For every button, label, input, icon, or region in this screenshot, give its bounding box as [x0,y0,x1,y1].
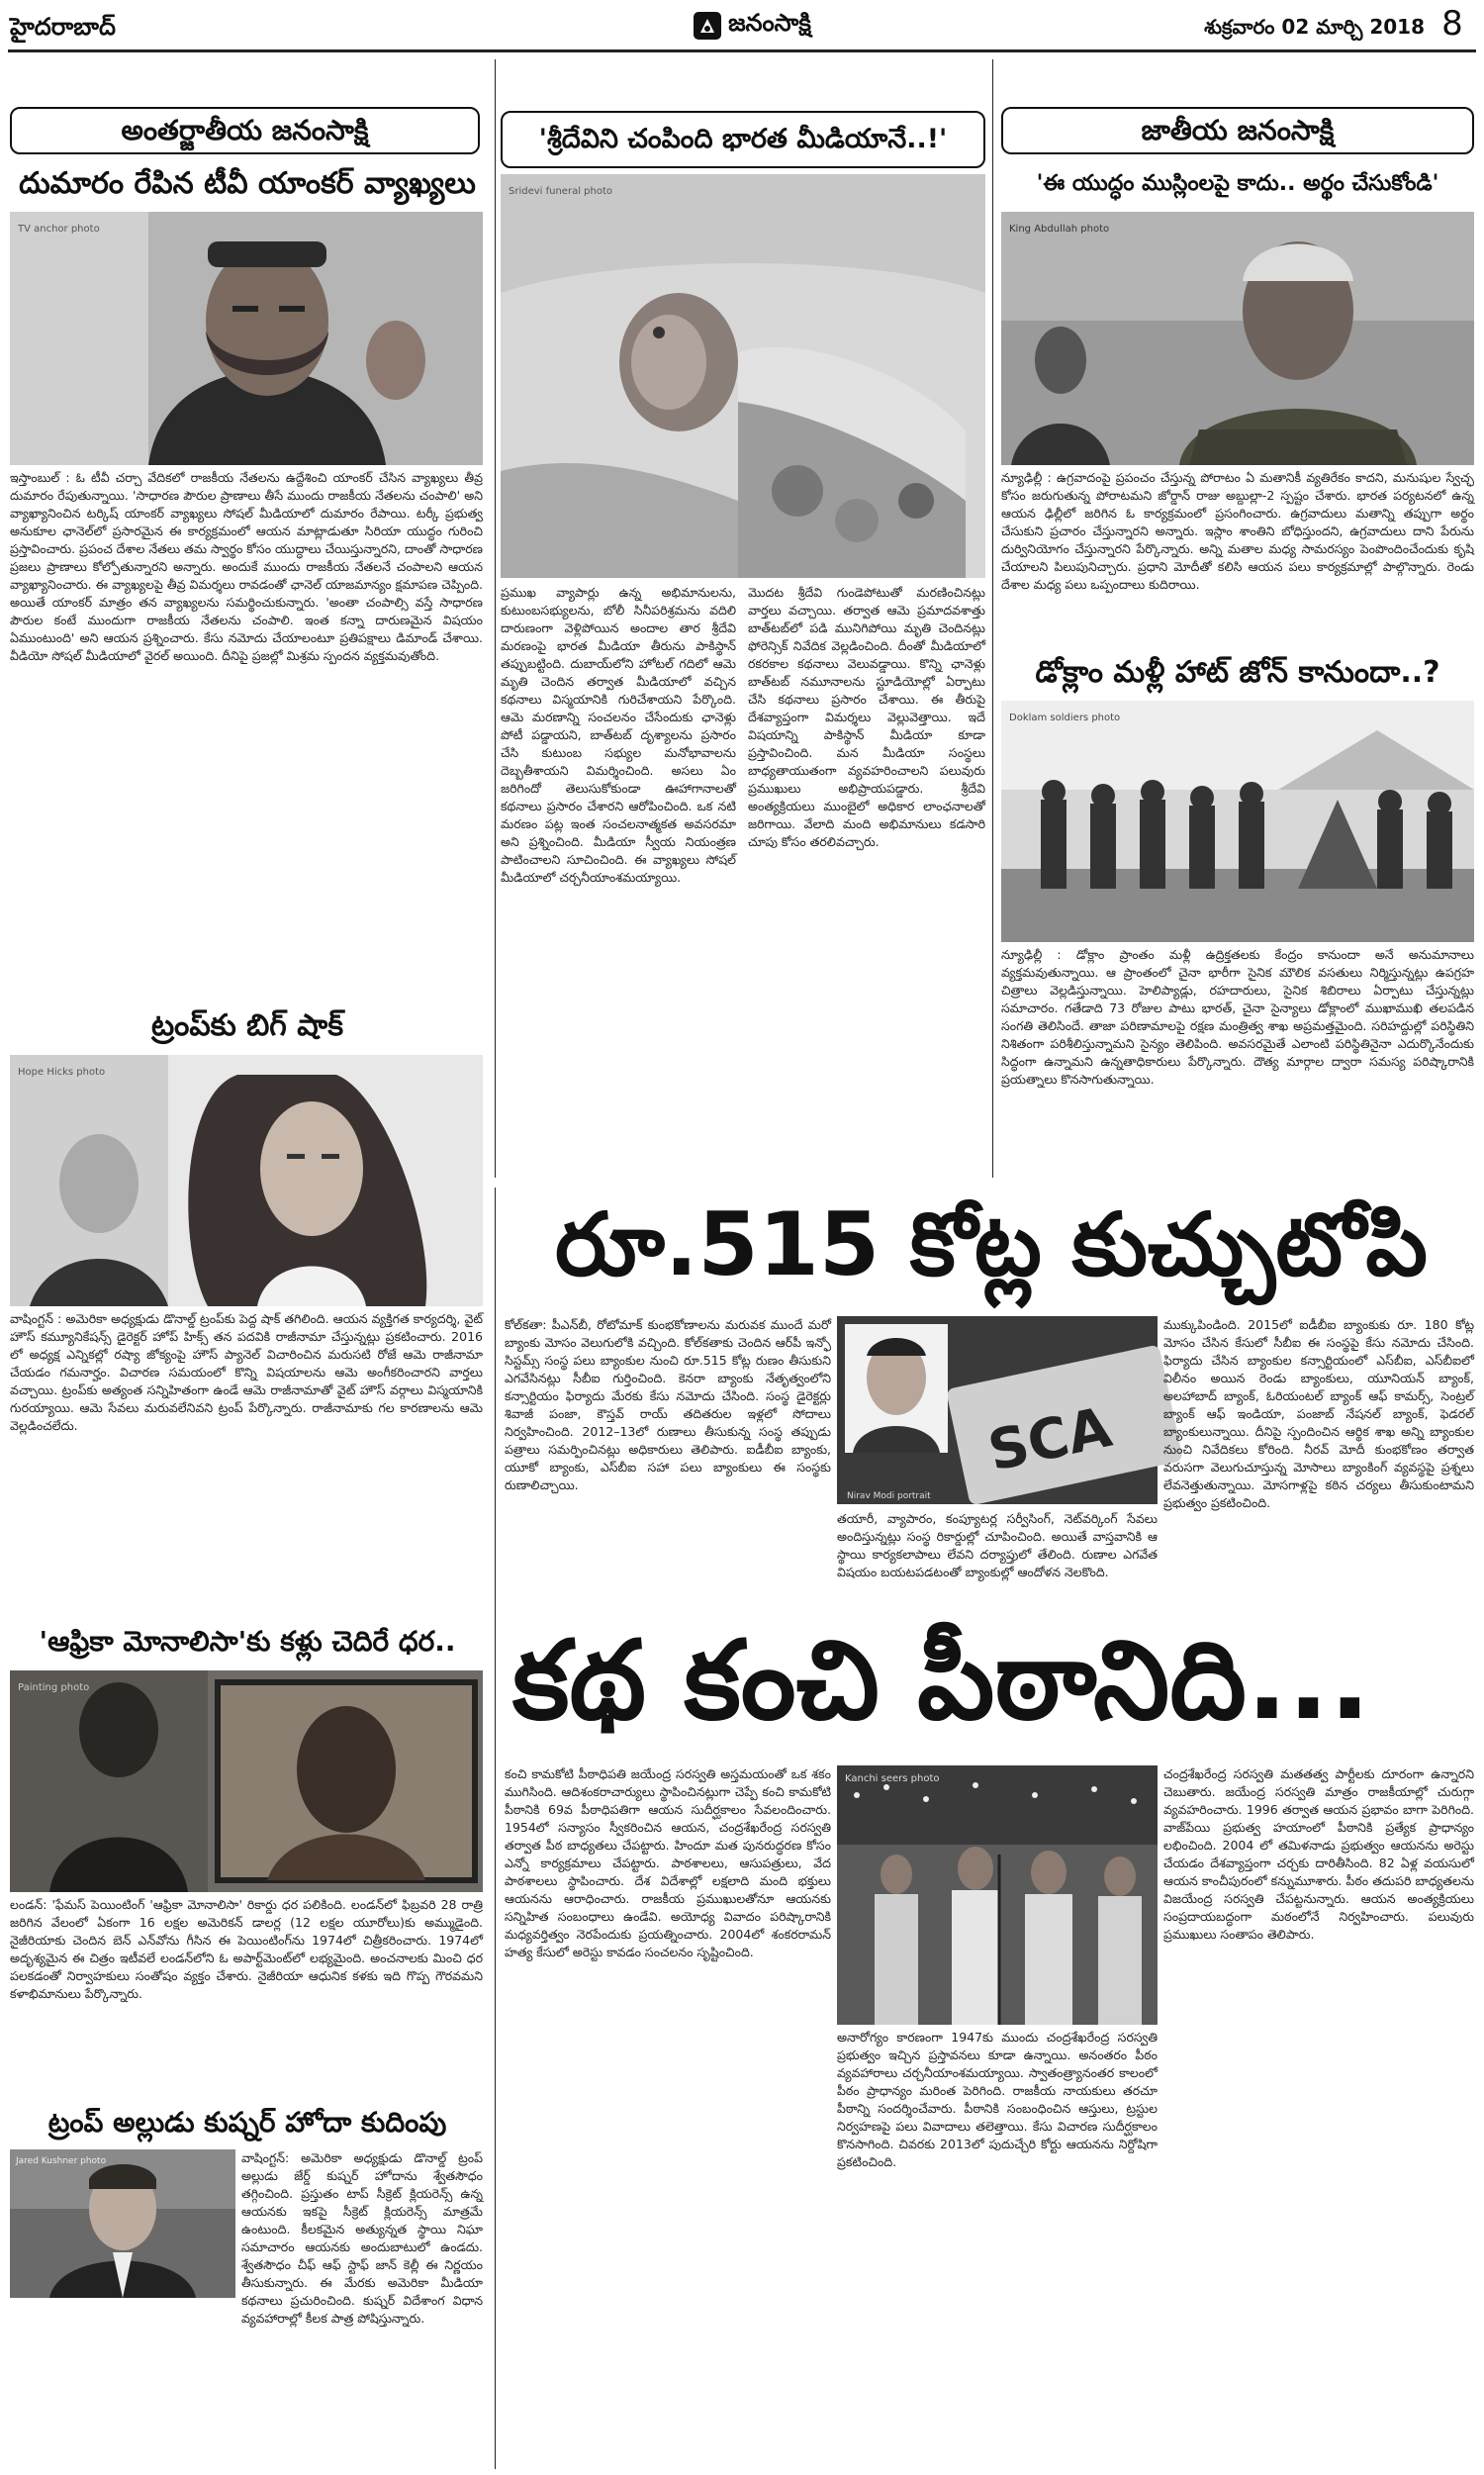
headline-doklam: డోక్లాం మళ్లీ హాట్ జోన్ కానుందా..? [1035,655,1440,690]
column-divider [495,59,496,1178]
svg-text:Sridevi funeral photo: Sridevi funeral photo [509,186,612,197]
king-abdullah-photo [1001,212,1474,465]
article-sridevi-col2: మొదట శ్రీదేవి గుండెపోటుతో మరణించినట్లు వార్తలు వచ్చాయి. తర్వాత ఆమె ప్రమాదవశాత్తు బాత్‌టబ్‌లో పడి మునిగిపోయి మృతి చెందినట్లు ఫోరెన్సిక్ నివేదిక వెల్లడించింది. దీంతో మీడియాలో రకరకాల కథనాలు వెలువడ్డాయి. కొన్ని ఛానెళ్లు బాత్‌టబ్ నమూనాలను స్టూడియోల్లో ఏర్పాటు చేసి కథనాలు ప్రసారం చేశాయి. ఈ తీరుపై దేశవ్యాప్తంగా విమర్శలు వెల్లువెత్తాయి. ఇదే విషయాన్ని పాకిస్థాన్ మీడియా కూడా ప్రస్తావించింది. మన మీడియా సంస్థలు బాధ్యతాయుతంగా వ్యవహరించాలని పలువురు ప్రముఖులు అభిప్రాయపడ్డారు. శ్రీదేవి అంత్యక్రియలు ముంబైలో అధికార లాంఛనాలతో జరిగాయి. వేలాది మంది అభిమానులు కడసారి చూపు కోసం తరలివచ్చారు. [748,585,985,849]
article-africa-monalisa: లండన్: 'ఫేమస్ పెయింటింగ్ 'ఆఫ్రికా మోనాలిసా' రికార్డు ధర పలికింది. లండన్‌లో ఫిబ్రవరి 28 రాత్రి జరిగిన వేలంలో ఏకంగా 16 లక్షల అమెరికన్ డాలర్ల (12 లక్షల యూరోలు)కు అమ్ముడైంది. నైజీరియాకు చెందిన బెన్ ఎన్‌వోను గీసిన ఈ పెయింటింగ్‌ను 1974లో చిత్రీకరించారు. 1974లో అదృశ్యమైన ఈ చిత్రం ఇటీవలే లండన్‌లోని ఓ అపార్ట్‌మెంట్‌లో లభ్యమైంది. అంచనాలకు మించి ధర పలకడంతో నిర్వాహకులు సంతోషం వ్యక్తం చేశారు. నైజీరియా ఆధునిక కళకు ఇది గొప్ప గౌరవమని కళాభిమానులు పేర్కొన్నారు. [10,1897,483,2001]
masthead-city: హైదరాబాద్ [10,13,116,41]
svg-text:Painting photo: Painting photo [18,1682,90,1693]
article-trump-shock: వాషింగ్టన్ : అమెరికా అధ్యక్షుడు డొనాల్డ్ ట్రంప్‌కు పెద్ద షాక్ తగిలింది. ఆయన వ్యక్తిగత కార్యదర్శి, వైట్ హౌస్ కమ్యూనికేషన్స్ డైరెక్టర్ హోప్ హిక్స్ తన పదవికి రాజీనామా చేస్తున్నట్లు ప్రకటించారు. 2016 లో అధ్యక్ష ఎన్నికల్లో రష్యా జోక్యంపై హౌస్ ప్యానెల్ విచారించిన మరుసటి రోజే ఆమె రాజీనామా చేయడం గమనార్హం. విచారణ సమయంలో కొన్ని విషయాలను ఆమె అంగీకరించారని వార్తలు వచ్చాయి. ట్రంప్‌కు అత్యంత సన్నిహితంగా ఉండే ఆమె రాజీనామాతో వైట్ హౌస్ వర్గాలు విస్మయానికి గురయ్యాయి. ఆమె సేవలు మరువలేనివని ట్రంప్ పేర్కొన్నారు. రాజీనామాకు గల కారణాలను ఆమె వెల్లడించలేదు. [10,1311,483,1433]
kushner-photo [10,2149,235,2298]
page-number: 8 [1441,4,1463,44]
headline-kanchi: కథ కంచి పీఠానిది... [512,1617,1371,1744]
anchor-photo [10,212,483,465]
svg-text:Kanchi seers photo: Kanchi seers photo [845,1773,940,1784]
svg-text:Nirav Modi portrait: Nirav Modi portrait [847,1491,931,1501]
article-tv-anchor: ఇస్తాంబుల్ : ఓ టీవీ చర్చా వేదికలో రాజకీయ నేతలను ఉద్దేశించి యాంకర్ చేసిన వ్యాఖ్యలు తీవ్ర దుమారం రేపుతున్నాయి. 'సాధారణ పౌరుల ప్రాణాలు తీసే ముందు రాజకీయ నేతలను చంపాలి' అని వ్యాఖ్యానించిన టర్కిష్ యాంకర్ వ్యాఖ్యలు సోషల్ మీడియాలో దుమారం రేపాయి. టర్కీ ప్రభుత్వ అనుకూల ఛానెల్‌లో ప్రసారమైన ఈ కార్యక్రమంలో ఆయన మాట్లాడుతూ సిరియా యుద్ధం గురించి ప్రస్తావించారు. ప్రపంచ దేశాల నేతలు తమ స్వార్థం కోసం యుద్ధాలు చేయిస్తున్నారని, దాంతో సాధారణ ప్రజలు ప్రాణాలు కోల్పోతున్నారని అన్నారు. అందుకే ముందు రాజకీయ నేతలనే చంపాలని ఆయన వ్యాఖ్యానించారు. ఈ వ్యాఖ్యలపై తీవ్ర విమర్శలు రావడంతో ఛానెల్ యాజమాన్యం క్షమాపణ చెప్పింది. అయితే యాంకర్ మాత్రం తన వ్యాఖ్యలను సమర్థించుకున్నారు. 'అంతా చంపాల్సి వస్తే సాధారణ పౌరుల కంటే ముందుగా రాజకీయ నేతలను చంపాలి. ఇంత కన్నా దారుణమైన విషయం ఏముంటుంది' అని ఆయన ప్రశ్నించారు. కేసు నమోదు చేయాలంటూ ప్రతిపక్షాలు డిమాండ్ చేశాయి. వీడియో సోషల్ మీడియాలో వైరల్ అయింది. దీనిపై ప్రజల్లో మిశ్రమ స్పందన వ్యక్తమవుతోంది. [10,470,483,663]
painting-photo [10,1670,483,1892]
article-515-left: కోల్‌కతా: పీఎన్‌బీ, రోటోమాక్ కుంభకోణాలను మరువక ముందే మరో బ్యాంకు మోసం వెలుగులోకి వచ్చింది. కోల్‌కతాకు చెందిన ఆర్‌పీ ఇన్ఫో సిస్టమ్స్ సంస్థ పలు బ్యాంకుల నుంచి రూ.515 కోట్ల రుణం తీసుకుని ఎగవేసినట్లు సీబీఐ గుర్తించింది. కెనరా బ్యాంకు నేతృత్వంలోని కన్సార్టియం ఫిర్యాదు మేరకు కేసు నమోదు చేసింది. సంస్థ డైరెక్టర్లు శివాజీ పంజా, కౌస్తవ్ రాయ్ తదితరుల ఇళ్లలో సోదాలు నిర్వహించింది. 2012–13లో రుణాలు తీసుకున్న సంస్థ తప్పుడు పత్రాలు సమర్పించినట్లు అధికారులు తెలిపారు. ఐడీబీఐ బ్యాంకు, యూకో బ్యాంకు, ఎస్‌బీఐ సహా పలు బ్యాంకులు ఈ సంస్థకు రుణాలిచ్చాయి. [505,1317,831,1492]
section-band-international: అంతర్జాతీయ జనంసాక్షి [10,107,480,154]
article-sridevi-col1: ప్రముఖ వ్యాపార్లు ఉన్న అభిమానులను, కుటుంబసభ్యులను, బోలీ సినీపరిశ్రమను వదిలి దారుణంగా వెళ్లిపోయిన అందాల తార శ్రీదేవి మరణంపై భారత మీడియా తీరును పాకిస్థాన్ తప్పుబట్టింది. దుబాయ్‌లోని హోటల్ గదిలో ఆమె మృతి చెందిన తర్వాత మీడియాలో వచ్చిన కథనాలు విస్మయానికి గురిచేశాయని పేర్కొంది. ఆమె మరణాన్ని సంచలనం చేసేందుకు ఛానెళ్లు పోటీ పడ్డాయని, బాత్‌టబ్ దృశ్యాలను ప్రసారం చేసి కుటుంబ సభ్యుల మనోభావాలను దెబ్బతీశాయని విమర్శించింది. అసలు ఏం జరిగిందో తెలుసుకోకుండా ఊహాగానాలతో కథనాలు ప్రసారం చేశారని ఆరోపించింది. ఒక నటి మరణం పట్ల ఇంత సంచలనాత్మకత అవసరమా అని ప్రశ్నించింది. మీడియా స్వీయ నియంత్రణ పాటించాలని సూచించింది. ఈ వ్యాఖ్యలు సోషల్ మీడియాలో చర్చనీయాంశమయ్యాయి. [501,585,736,885]
kanchi-seers-photo [837,1765,1158,2025]
masthead-date: శుక్రవారం 02 మార్చి 2018 [1204,15,1425,39]
headline-kushner: ట్రంప్ అల్లుడు కుష్నర్ హోదా కుదింపు [47,2106,447,2139]
article-jordan-king: న్యూఢిల్లీ : ఉగ్రవాదంపై ప్రపంచం చేస్తున్న పోరాటం ఏ మతానికీ వ్యతిరేకం కాదని, మనుషుల స్వేచ్ఛ కోసం జరుగుతున్న పోరాటమని జోర్డాన్ రాజు అబ్దుల్లా-2 స్పష్టం చేశారు. భారత పర్యటనలో ఉన్న ఆయన ఢిల్లీలో జరిగిన ఓ కార్యక్రమంలో ప్రసంగించారు. ఉగ్రవాదులు మతాన్ని తప్పుగా అర్థం చేసుకుని ప్రచారం చేస్తున్నారని అన్నారు. ఇస్లాం శాంతిని బోధిస్తుందని, ఉగ్రవాదులు దాని పేరును దుర్వినియోగం చేస్తున్నారని పేర్కొన్నారు. అన్ని మతాల మధ్య సామరస్యం పెంపొందించేందుకు కృషి చేయాలని పిలుపునిచ్చారు. ప్రధాని మోదీతో కలిసి ఆయన పలు కార్యక్రమాల్లో పాల్గొన్నారు. రెండు దేశాల మధ్య పలు ఒప్పందాలు కుదిరాయి. [1001,470,1474,592]
masthead-logo [643,6,861,46]
article-kanchi-col2: అనారోగ్యం కారణంగా 1947కు ముందు చంద్రశేఖరేంద్ర సరస్వతి ప్రభుత్వం ఇచ్చిన ప్రస్తావనలు కూడా ఉన్నాయి. అనంతరం పీఠం వ్యవహారాలు చర్చనీయాంశమయ్యాయి. స్వాతంత్ర్యానంతర కాలంలో పీఠం ప్రాధాన్యం మరింత పెరిగింది. రాజకీయ నాయకులు తరచూ పీఠాన్ని సందర్శించేవారు. పీఠానికి సంబంధించిన ఆస్తులు, ట్రస్టుల నిర్వహణపై పలు వివాదాలు తలెత్తాయి. కేసు విచారణ సుదీర్ఘకాలం కొనసాగింది. చివరకు 2013లో పుదుచ్చేరి కోర్టు ఆయనను నిర్దోషిగా ప్రకటించింది. [837,2030,1158,2169]
column-divider [495,1188,496,2469]
headline-tv-anchor: దుమారం రేపిన టీవీ యాంకర్ వ్యాఖ్యలు [19,166,476,201]
svg-text:Doklam soldiers photo: Doklam soldiers photo [1009,713,1121,723]
article-kushner: వాషింగ్టన్: అమెరికా అధ్యక్షుడు డొనాల్డ్ ట్రంప్ అల్లుడు జేర్డ్ కుష్నర్ హోదాను శ్వేతసౌధం తగ్గించింది. ప్రస్తుతం టాప్ సీక్రెట్ క్లియరెన్స్ ఉన్న ఆయనకు ఇకపై సీక్రెట్ క్లియరెన్స్ మాత్రమే ఉంటుంది. కీలకమైన అత్యున్నత స్థాయి నిఘా సమాచారం ఆయనకు అందుబాటులో ఉండదు. శ్వేతసౌధం చీఫ్ ఆఫ్ స్టాఫ్ జాన్ కెల్లీ ఈ నిర్ణయం తీసుకున్నారు. ఈ మేరకు అమెరికా మీడియా కథనాలు ప్రచురించింది. కుష్నర్ విదేశాంగ విధాన వ్యవహారాల్లో కీలక పాత్ర పోషిస్తున్నారు. [241,2150,483,2326]
logo-text: జనంసాక్షి [728,9,811,37]
headline-sridevi: 'శ్రీదేవిని చంపింది భారత మీడియానే..!' [501,111,985,168]
svg-text:Hope Hicks photo: Hope Hicks photo [18,1067,106,1078]
svg-text:Jared Kushner photo: Jared Kushner photo [16,2156,107,2166]
article-515-right: ముక్కుపిండింది. 2015లో ఐడీబీఐ బ్యాంకుకు రూ. 180 కోట్ల మోసం చేసిన కేసులో సీబీఐ ఈ సంస్థపై కేసు నమోదు చేసింది. ఫిర్యాదు చేసిన బ్యాంకుల కన్సార్టియంలో ఎస్‌బీఐ, ఎస్‌బీఐలో విలీనం అయిన రెండు బ్యాంకులు, యూనియన్ బ్యాంక్, అలహాబాద్ బ్యాంక్, ఓరియంటల్ బ్యాంక్ ఆఫ్ కామర్స్, సెంట్రల్ బ్యాంక్ ఆఫ్ ఇండియా, పంజాబ్ నేషనల్ బ్యాంక్, ఫెడరల్ బ్యాంకులున్నాయి. దీనిపై స్పందించిన ఆర్థిక శాఖ అన్ని బ్యాంకుల నుంచి నివేదికలు కోరింది. నీరవ్ మోదీ కుంభకోణం తర్వాత వరుసగా వెలుగుచూస్తున్న మోసాలు బ్యాంకింగ్ వ్యవస్థపై ప్రశ్నలు లేవనెత్తుతున్నాయి. మోసగాళ్లపై కఠిన చర్యలు తీసుకుంటామని ప్రభుత్వం ప్రకటించింది. [1163,1317,1474,1510]
column-divider [992,59,993,1178]
logo-icon [693,11,722,41]
article-515-mid: తయారీ, వ్యాపారం, కంప్యూటర్ల సర్వీసింగ్, నెట్‌వర్కింగ్ సేవలు అందిస్తున్నట్లు సంస్థ రికార్డుల్లో చూపించింది. అయితే వాస్తవానికి ఆ స్థాయి కార్యకలాపాలు లేవని దర్యాప్తులో తేలింది. రుణాల ఎగవేత విషయం బయటపడటంతో బ్యాంకుల్లో ఆందోళన నెలకొంది. [837,1511,1158,1579]
article-doklam: న్యూఢిల్లీ : డోక్లాం ప్రాంతం మళ్లీ ఉద్రిక్తతలకు కేంద్రం కానుందా అనే అనుమానాలు వ్యక్తమవుతున్నాయి. ఆ ప్రాంతంలో చైనా భారీగా సైనిక మౌలిక వసతులు నిర్మిస్తున్నట్లు ఉపగ్రహ చిత్రాలు వెల్లడిస్తున్నాయి. హెలిప్యాడ్లు, రహదారులు, సైనిక శిబిరాలు ఏర్పాటు చేస్తున్నట్లు సమాచారం. గతేడాది 73 రోజుల పాటు భారత్, చైనా సైన్యాలు డోక్లాంలో ముఖాముఖి తలపడిన సంగతి తెలిసిందే. తాజా పరిణామాలపై రక్షణ మంత్రిత్వ శాఖ అప్రమత్తమైంది. సరిహద్దుల్లో పరిస్థితిని నిశితంగా పరిశీలిస్తున్నామని సైన్యం తెలిపింది. అవసరమైతే ఎలాంటి పరిస్థితినైనా ఎదుర్కొనేందుకు సిద్ధంగా ఉన్నామని ఉన్నతాధికారులు పేర్కొన్నారు. దౌత్య మార్గాల ద్వారా సమస్య పరిష్కారానికి ప్రయత్నాలు కొనసాగుతున్నాయి. [1001,947,1474,1087]
doklam-soldiers-photo [1001,701,1474,942]
headline-africa-monalisa: 'ఆఫ్రికా మోనాలిసా'కు కళ్లు చెదిరే ధర.. [39,1625,456,1658]
sridevi-photo [501,174,985,578]
svg-text:King Abdullah photo: King Abdullah photo [1009,224,1110,235]
hope-hicks-photo [10,1055,483,1306]
headline-trump-shock: ట్రంప్‌కు బిగ్ షాక్ [150,1008,344,1043]
article-kanchi-col1: కంచి కామకోటి పీఠాధిపతి జయేంద్ర సరస్వతి అస్తమయంతో ఒక శకం ముగిసింది. ఆదిశంకరాచార్యులు స్థాపించినట్లుగా చెప్పే కంచి కామకోటి పీఠానికి 69వ పీఠాధిపతిగా ఆయన సుదీర్ఘకాలం సేవలందించారు. 1954లో సన్యాసం స్వీకరించిన ఆయన, చంద్రశేఖరేంద్ర సరస్వతి తర్వాత పీఠ బాధ్యతలు చేపట్టారు. హిందూ మత పునరుద్ధరణ కోసం ఎన్నో కార్యక్రమాలు చేపట్టారు. పాఠశాలలు, ఆసుపత్రులు, వేద పాఠశాలలు స్థాపించారు. దేశ విదేశాల్లో లక్షలాది మంది భక్తులు ఆయనను ఆరాధించారు. రాజకీయ ప్రముఖులతోనూ ఆయనకు సన్నిహిత సంబంధాలు ఉండేవి. అయోధ్య వివాదం పరిష్కారానికి మధ్యవర్తిత్వం నెరపేందుకు ప్రయత్నించారు. 2004లో శంకరరామన్ హత్య కేసులో అరెస్టు కావడం సంచలనం సృష్టించింది. [505,1766,831,1959]
photo-caption: TV anchor photo [18,224,100,235]
section-band-national: జాతీయ జనంసాక్షి [1001,107,1474,154]
masthead-rule [8,49,1476,52]
scam-key-text: SCA [982,1395,1117,1484]
headline-515-crore: రూ.515 కోట్ల కుచ్చుటోపి [555,1193,1428,1295]
article-kanchi-col3: చంద్రశేఖరేంద్ర సరస్వతి మతతత్వ పార్టీలకు దూరంగా ఉన్నారని చెబుతారు. జయేంద్ర సరస్వతి మాత్రం రాజకీయాల్లో చురుగ్గా వ్యవహరించారు. 1996 తర్వాత ఆయన ప్రభావం బాగా పెరిగింది. వాజ్‌పేయి ప్రభుత్వ హయాంలో పీఠానికి ప్రత్యేక ప్రాధాన్యం లభించింది. 2004 లో తమిళనాడు ప్రభుత్వం ఆయనను అరెస్టు చేయడం దేశవ్యాప్తంగా చర్చకు దారితీసింది. 82 ఏళ్ల వయసులో ఆయన కాంచీపురంలో కన్నుమూశారు. పీఠం తదుపరి బాధ్యతలను విజయేంద్ర సరస్వతి చేపట్టనున్నారు. ఆయన అంత్యక్రియలు సంప్రదాయబద్ధంగా మఠంలోనే నిర్వహించారు. పలువురు ప్రముఖులు సంతాపం తెలిపారు. [1163,1766,1474,1942]
headline-jordan-king: 'ఈ యుద్ధం ముస్లింలపై కాదు.. అర్థం చేసుకోండి' [1036,171,1439,196]
scam-photo [837,1316,1158,1504]
